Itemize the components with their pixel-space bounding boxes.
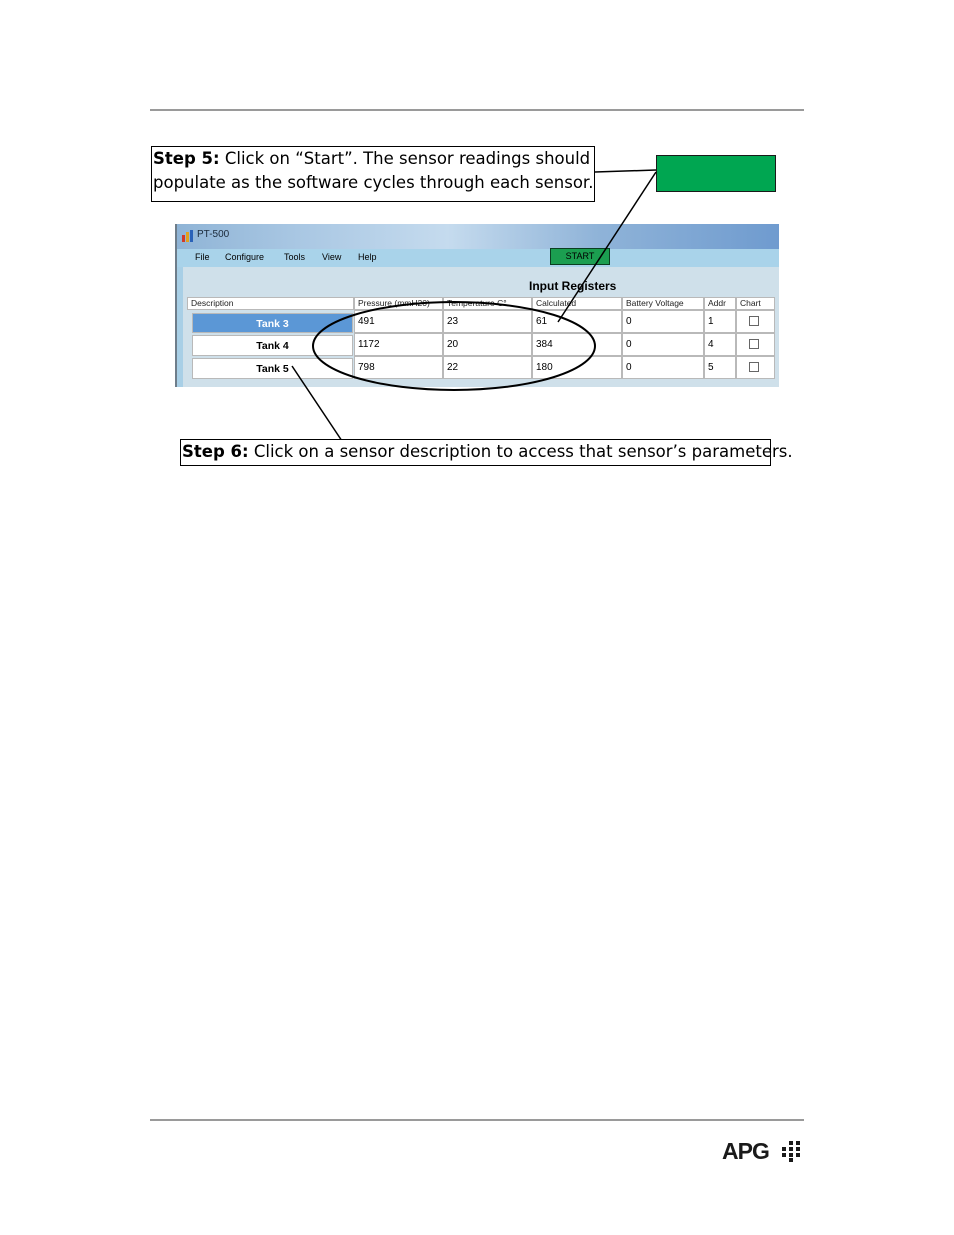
menu-configure[interactable]: Configure <box>225 252 265 262</box>
col-header-pressure: Pressure (mmH20) <box>354 297 443 310</box>
step5-pointer-line <box>595 170 656 172</box>
readings-ellipse <box>313 302 595 390</box>
battery-cell: 0 <box>622 356 704 379</box>
temperature-cell: 20 <box>443 333 532 356</box>
apg-logo <box>722 1138 804 1164</box>
calculated-cell: 384 <box>532 333 622 356</box>
step6-pointer-line <box>292 366 342 441</box>
col-header-chart: Chart <box>736 297 775 310</box>
tank-description-button[interactable]: Tank 5 <box>192 358 353 379</box>
step5-label: Step 5: <box>153 149 220 168</box>
apg-logo-text: APG <box>722 1138 769 1164</box>
addr-cell: 4 <box>704 333 736 356</box>
window-title: PT-500 <box>197 229 230 240</box>
temperature-cell: 23 <box>443 310 532 333</box>
step6-label: Step 6: <box>182 442 249 461</box>
pressure-cell: 798 <box>354 356 443 379</box>
col-header-description: Description <box>187 297 354 310</box>
apg-logo-grid-icon <box>780 1141 804 1162</box>
calculated-cell: 61 <box>532 310 622 333</box>
menu-help[interactable]: Help <box>358 252 377 262</box>
pressure-cell: 491 <box>354 310 443 333</box>
start-button[interactable]: START <box>550 248 610 265</box>
col-header-battery: Battery Voltage <box>622 297 704 310</box>
menu-tools[interactable]: Tools <box>284 252 306 262</box>
pressure-cell: 1172 <box>354 333 443 356</box>
temperature-cell: 22 <box>443 356 532 379</box>
step5-text-line1: Click on “Start”. The sensor readings should <box>219 149 591 168</box>
tank-description-button[interactable]: Tank 3 <box>192 313 353 333</box>
battery-cell: 0 <box>622 310 704 333</box>
col-header-addr: Addr <box>704 297 736 310</box>
col-header-calculated: Calculated <box>532 297 622 310</box>
panel-title: Input Registers <box>529 279 617 293</box>
menu-view[interactable]: View <box>322 252 342 262</box>
step6-callout <box>180 439 793 466</box>
step5-text-line2: populate as the software cycles through each sensor. <box>153 173 594 192</box>
tank-description-button[interactable]: Tank 4 <box>192 335 353 356</box>
addr-cell: 1 <box>704 310 736 333</box>
calculated-cell: 180 <box>532 356 622 379</box>
col-header-temperature: Temperature C° <box>443 297 532 310</box>
step6-text: Click on a sensor description to access that sensor’s parameters. <box>248 442 793 461</box>
battery-cell: 0 <box>622 333 704 356</box>
menu-file[interactable]: File <box>195 252 210 262</box>
addr-cell: 5 <box>704 356 736 379</box>
start-pointer-line <box>558 172 656 322</box>
